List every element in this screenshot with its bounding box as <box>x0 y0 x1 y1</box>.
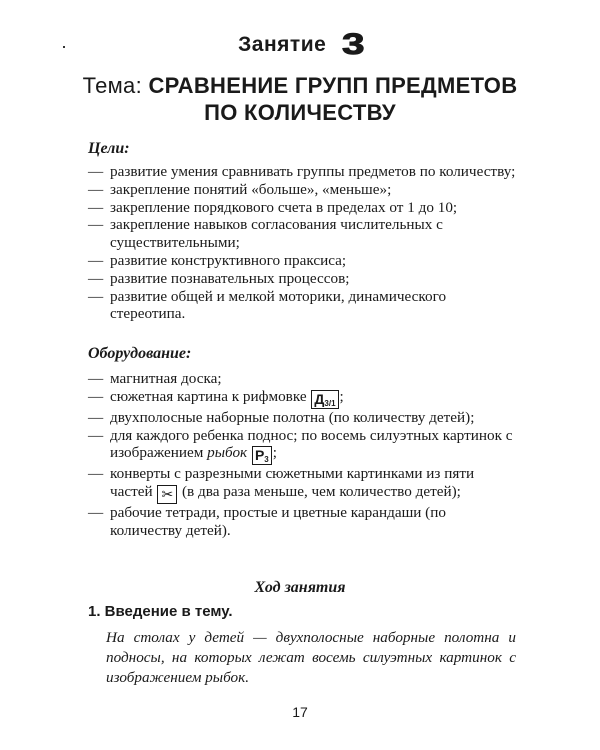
goals-item: — закрепление понятий «больше», «меньше»; <box>88 181 518 199</box>
lesson-label: Занятие <box>238 33 327 56</box>
page-number: 17 <box>292 704 308 720</box>
equipment-item-text: (в два раза меньше, чем количество детей); <box>181 483 461 501</box>
equipment-item: — рабочие тетради, простые и цветные карандаши (по количеству детей). <box>88 504 518 540</box>
section-paragraph: На столах у детей — двухполосные наборные полотна и подносы, на которых лежат восемь силуэтных картинок с изображением рыбок. <box>106 629 516 686</box>
equipment-item <box>88 465 518 504</box>
goals-item: — развитие конструктивного праксиса; <box>88 252 518 270</box>
equipment-item-text: сюжетная картина к рифмовке <box>110 387 307 405</box>
lesson-number: 3 <box>341 28 365 61</box>
equipment-item-italic: рыбок <box>207 444 248 462</box>
goals-item: — развитие умения сравнивать группы предметов по количеству; <box>88 163 518 181</box>
goals-item: — развитие общей и мелкой моторики, динамического стереотипа. <box>88 288 518 324</box>
picture-reference-badge: $Р_3$ <box>252 446 272 465</box>
equipment-list <box>88 370 518 540</box>
course-heading: Ход занятия <box>254 579 346 596</box>
goals-list <box>88 163 518 323</box>
equipment-item: — магнитная доска; <box>88 370 518 388</box>
equipment-item: — сюжетная картина к рифмовке $Д_{3/1}$ ; <box>88 388 518 409</box>
equipment-item-text: конверты с разрезными сюжетными картинками из пяти частей <box>110 465 475 501</box>
scissors-icon: ✂ <box>157 485 177 504</box>
topic-title-line1: СРАВНЕНИЕ ГРУПП ПРЕДМЕТОВ <box>148 73 518 98</box>
equipment-item: — для каждого ребенка поднос; по восемь силуэтных картинок с изображением рыбок $Р_3$ ; <box>88 427 518 466</box>
goals-heading: Цели: <box>88 140 130 157</box>
topic-label: Тема: <box>82 73 143 98</box>
topic-title-line2: ПО КОЛИЧЕСТВУ <box>204 100 396 125</box>
equipment-item: — двухполосные наборные полотна (по количеству детей); <box>88 409 518 427</box>
section-title: 1. Введение в тему. <box>88 603 233 620</box>
equipment-item-text: для каждого ребенка поднос; по восемь силуэтных картинок с изображением <box>110 426 513 462</box>
goals-item: — развитие познавательных процессов; <box>88 270 518 288</box>
goals-item: — закрепление порядкового счета в пределах от 1 до 10; <box>88 199 518 217</box>
goals-item: — закрепление навыков согласования числительных с существительными; <box>88 216 518 252</box>
lesson-heading <box>0 28 600 62</box>
equipment-heading: Оборудование: <box>88 345 192 362</box>
picture-reference-badge: $Д_{3/1}$ <box>311 390 338 409</box>
topic-heading <box>0 72 600 126</box>
